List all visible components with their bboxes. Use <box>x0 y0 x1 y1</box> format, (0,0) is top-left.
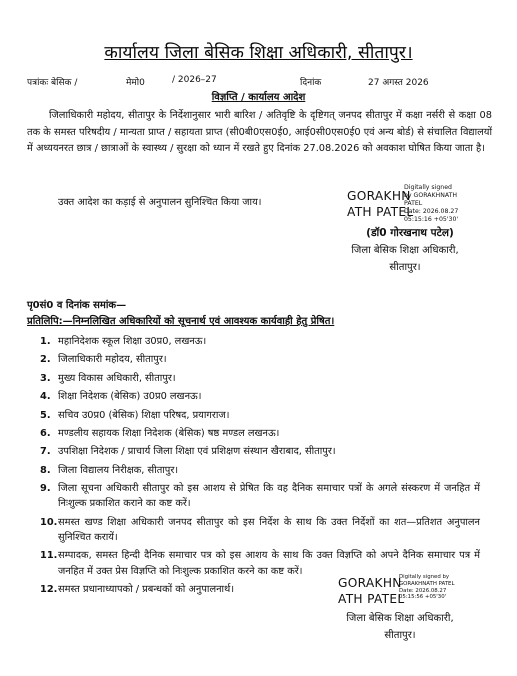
officer-printed-name: (डॉ0 गोरखनाथ पटेल) <box>366 227 454 239</box>
notice-body: जिलाधिकारी महोदय, सीतापुर के निर्देशानुसार भारी बारिश / अतिवृष्टि के दृष्टिगत् जनपद सीतापुर में कक्षा नर्सरी से कक्षा 08 तक के समस्त परिषदीय / मान्यता प्राप्त / सहायता प्राप्त (सी0बी0एस0ई0, आई0सी0एस0ई0 एवं अन्य बोर्ड) से संचालित विद्यालयों में अध्ययनरत छात्र / छात्राओं के स्वास्थ्य / सुरक्षा को ध्यान में रखते हुए दिनांक 27.08.2026 को अवकाश घोषित किया जाता है। <box>27 110 492 154</box>
list-item: 7. उपशिक्षा निदेशक / प्राचार्य जिला शिक्षा एवं प्रशिक्षण संस्थान खैराबाद, सीतापुर। <box>40 446 336 458</box>
ref-label: पत्रांकः बेसिक / <box>27 78 78 88</box>
list-item: 11. सम्पादक, समस्त हिन्दी दैनिक समाचार पत्र को इस आशय के साथ कि उक्त विज्ञप्ति को अपने दैनिक समाचार पत्र में जनहित में उक्त प्रेस विज्ञप्ति को निःशुल्क प्रकाशित करने का कष्ट करें। <box>40 550 480 577</box>
officer-designation-2: जिला बेसिक शिक्षा अधिकारी, सीतापुर। <box>346 613 454 641</box>
digital-signature-note: Digitally signed by GORAKHNATH PATEL Date: 2026.08.27 05:15:16 +05'30' <box>404 184 459 223</box>
digital-signature-note-2: Digitally signed by GORAKHNATH PATEL Date: 2026.08.27 05:15:56 +05'30' <box>399 574 455 601</box>
date-value: 27 अगस्त 2026 <box>368 78 429 88</box>
notice-heading: विज्ञप्ति / कार्यालय आदेश <box>211 92 306 103</box>
copy-heading: प्रतिलिपि:—निम्नलिखित अधिकारियों को सूचनार्थ एवं आवश्यक कार्यवाही हेतु प्रेषित। <box>27 316 335 327</box>
list-item: 10. समस्त खण्ड शिक्षा अधिकारी जनपद सीतापुर को इस निर्देश के साथ कि उक्त निर्देशों का शत—प्रतिशत अनुपालन सुनिश्चित करायें। <box>40 516 480 543</box>
list-item: 1. महानिदेशक स्कूल शिक्षा उ0प्र0, लखनऊ। <box>40 336 207 347</box>
list-item: 3. मुख्य विकास अधिकारी, सीतापुर। <box>40 372 176 384</box>
list-item: 6. मण्डलीय सहायक शिक्षा निदेशक (बेसिक) षष्ठ मण्डल लखनऊ। <box>40 427 280 439</box>
officer-designation: जिला बेसिक शिक्षा अधिकारी, सीतापुर। <box>351 245 459 273</box>
list-item: 2. जिलाधिकारी महोदय, सीतापुर। <box>40 354 167 366</box>
digital-signature-name: GORAKHN ATH PATEL <box>347 189 414 219</box>
list-item: 9. जिला सूचना अधिकारी सीतापुर को इस आशय से प्रेषित कि वह दैनिक समाचार पत्रों के अगले संस्करण में जनहित में निःशुल्क प्रकाशित कराने का कष्ट करें। <box>40 483 480 510</box>
reference-line: पृ0सं0 व दिनांक समांक— <box>27 300 127 311</box>
list-item: 8. जिला विद्यालय निरीक्षक, सीतापुर। <box>40 464 179 476</box>
digital-signature-name-2: GORAKHN ATH PATEL <box>338 576 405 606</box>
copy-list <box>40 334 480 600</box>
compliance-order: उक्त आदेश का कड़ाई से अनुपालन सुनिश्चित किया जाय। <box>58 197 262 208</box>
list-item: 4. शिक्षा निदेशक (बेसिक) उ0प्र0 लखनऊ। <box>40 391 202 403</box>
list-item: 12. समस्त प्रधानाध्यापको / प्रबन्धकों को अनुपालनार्थ। <box>40 583 235 595</box>
date-label: दिनांक <box>300 78 322 88</box>
memo-label: मेमो0 <box>126 78 145 88</box>
office-title: कार्यालय जिला बेसिक शिक्षा अधिकारी, सीतापुर। <box>104 43 413 63</box>
session-year: / 2026–27 <box>172 75 217 85</box>
list-item: 5. सचिव उ0प्र0 (बेसिक) शिक्षा परिषद, प्रयागराज। <box>40 409 230 421</box>
